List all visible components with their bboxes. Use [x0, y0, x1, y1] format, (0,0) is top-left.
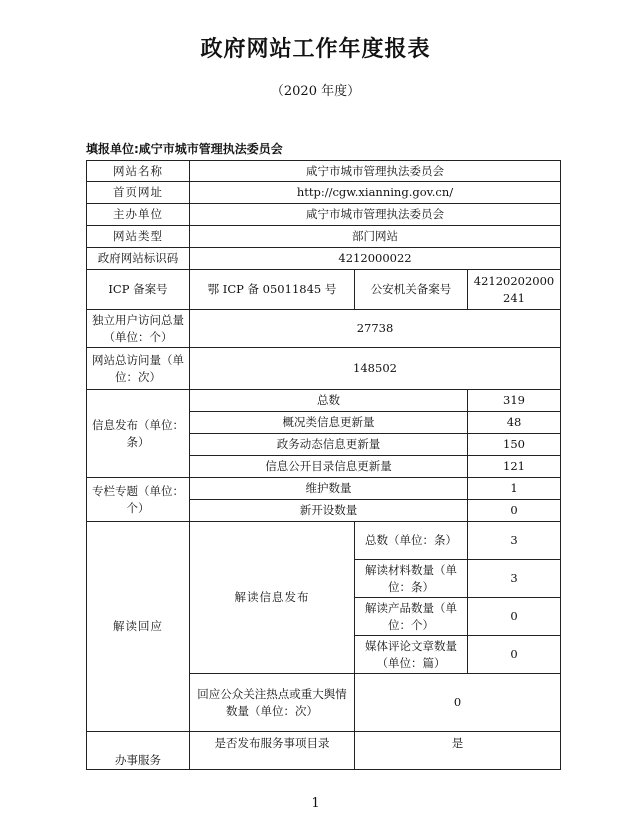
interpret-media-value: 0 — [468, 636, 561, 674]
table-row — [87, 522, 561, 560]
site-code: 4212000022 — [190, 248, 561, 270]
table-row — [87, 248, 561, 270]
service-catalog-label: 是否发布服务事项目录 — [190, 732, 355, 770]
column-new-value: 0 — [468, 500, 561, 522]
interpret-total-label: 总数（单位：条） — [355, 522, 468, 560]
table-row — [87, 161, 561, 182]
police-number: 42120202000241 — [468, 270, 561, 310]
table-row — [87, 478, 561, 500]
column-label: 专栏专题（单位：个） — [87, 478, 190, 522]
info-label: 信息发布（单位：条） — [87, 390, 190, 478]
page-title: 政府网站工作年度报表 — [200, 37, 431, 62]
icp-number: 鄂 ICP 备 05011845 号 — [190, 270, 355, 310]
report-table — [86, 160, 561, 770]
icp-label: ICP 备案号 — [87, 270, 190, 310]
site-name-label: 网站名称 — [87, 161, 190, 182]
interpret-total-value: 3 — [468, 522, 561, 560]
site-name: 咸宁市城市管理执法委员会 — [190, 161, 561, 182]
info-overview-value: 48 — [468, 412, 561, 434]
service-label: 办事服务 — [87, 732, 190, 770]
interpret-product-label: 解读产品数量（单位：个） — [355, 598, 468, 636]
uv-value: 27738 — [190, 310, 561, 348]
column-maintain-value: 1 — [468, 478, 561, 500]
column-new-label: 新开设数量 — [190, 500, 468, 522]
page-number: 1 — [311, 796, 320, 811]
response-value: 0 — [355, 674, 561, 732]
table-row — [87, 204, 561, 226]
police-label: 公安机关备案号 — [355, 270, 468, 310]
table-row — [87, 732, 561, 770]
fill-unit: 填报单位:咸宁市城市管理执法委员会 — [86, 142, 283, 156]
interpret-material-label: 解读材料数量（单位：条） — [355, 560, 468, 598]
interpret-media-label: 媒体评论文章数量（单位：篇） — [355, 636, 468, 674]
host-unit: 咸宁市城市管理执法委员会 — [190, 204, 561, 226]
info-catalog-value: 121 — [468, 456, 561, 478]
site-type: 部门网站 — [190, 226, 561, 248]
host-label: 主办单位 — [87, 204, 190, 226]
report-year: （2020 年度） — [270, 84, 361, 99]
interpret-product-value: 0 — [468, 598, 561, 636]
pv-label: 网站总访问量（单位：次） — [87, 348, 190, 390]
info-total-value: 319 — [468, 390, 561, 412]
table-row — [87, 390, 561, 412]
pv-value: 148502 — [190, 348, 561, 390]
table-row — [87, 270, 561, 310]
info-news-label: 政务动态信息更新量 — [190, 434, 468, 456]
info-total-label: 总数 — [190, 390, 468, 412]
table-row — [87, 348, 561, 390]
service-catalog-value: 是 — [355, 732, 561, 770]
info-overview-label: 概况类信息更新量 — [190, 412, 468, 434]
homepage-label: 首页网址 — [87, 182, 190, 204]
site-code-label: 政府网站标识码 — [87, 248, 190, 270]
table-row — [87, 310, 561, 348]
table-row — [87, 182, 561, 204]
interpret-label: 解读回应 — [87, 522, 190, 732]
table-row — [87, 226, 561, 248]
response-label: 回应公众关注热点或重大舆情数量（单位：次） — [190, 674, 355, 732]
uv-label: 独立用户访问总量（单位：个） — [87, 310, 190, 348]
column-maintain-label: 维护数量 — [190, 478, 468, 500]
homepage-url: http://cgw.xianning.gov.cn/ — [190, 182, 561, 204]
interpret-material-value: 3 — [468, 560, 561, 598]
info-catalog-label: 信息公开目录信息更新量 — [190, 456, 468, 478]
interpret-publish-label: 解读信息发布 — [190, 522, 355, 674]
info-news-value: 150 — [468, 434, 561, 456]
site-type-label: 网站类型 — [87, 226, 190, 248]
